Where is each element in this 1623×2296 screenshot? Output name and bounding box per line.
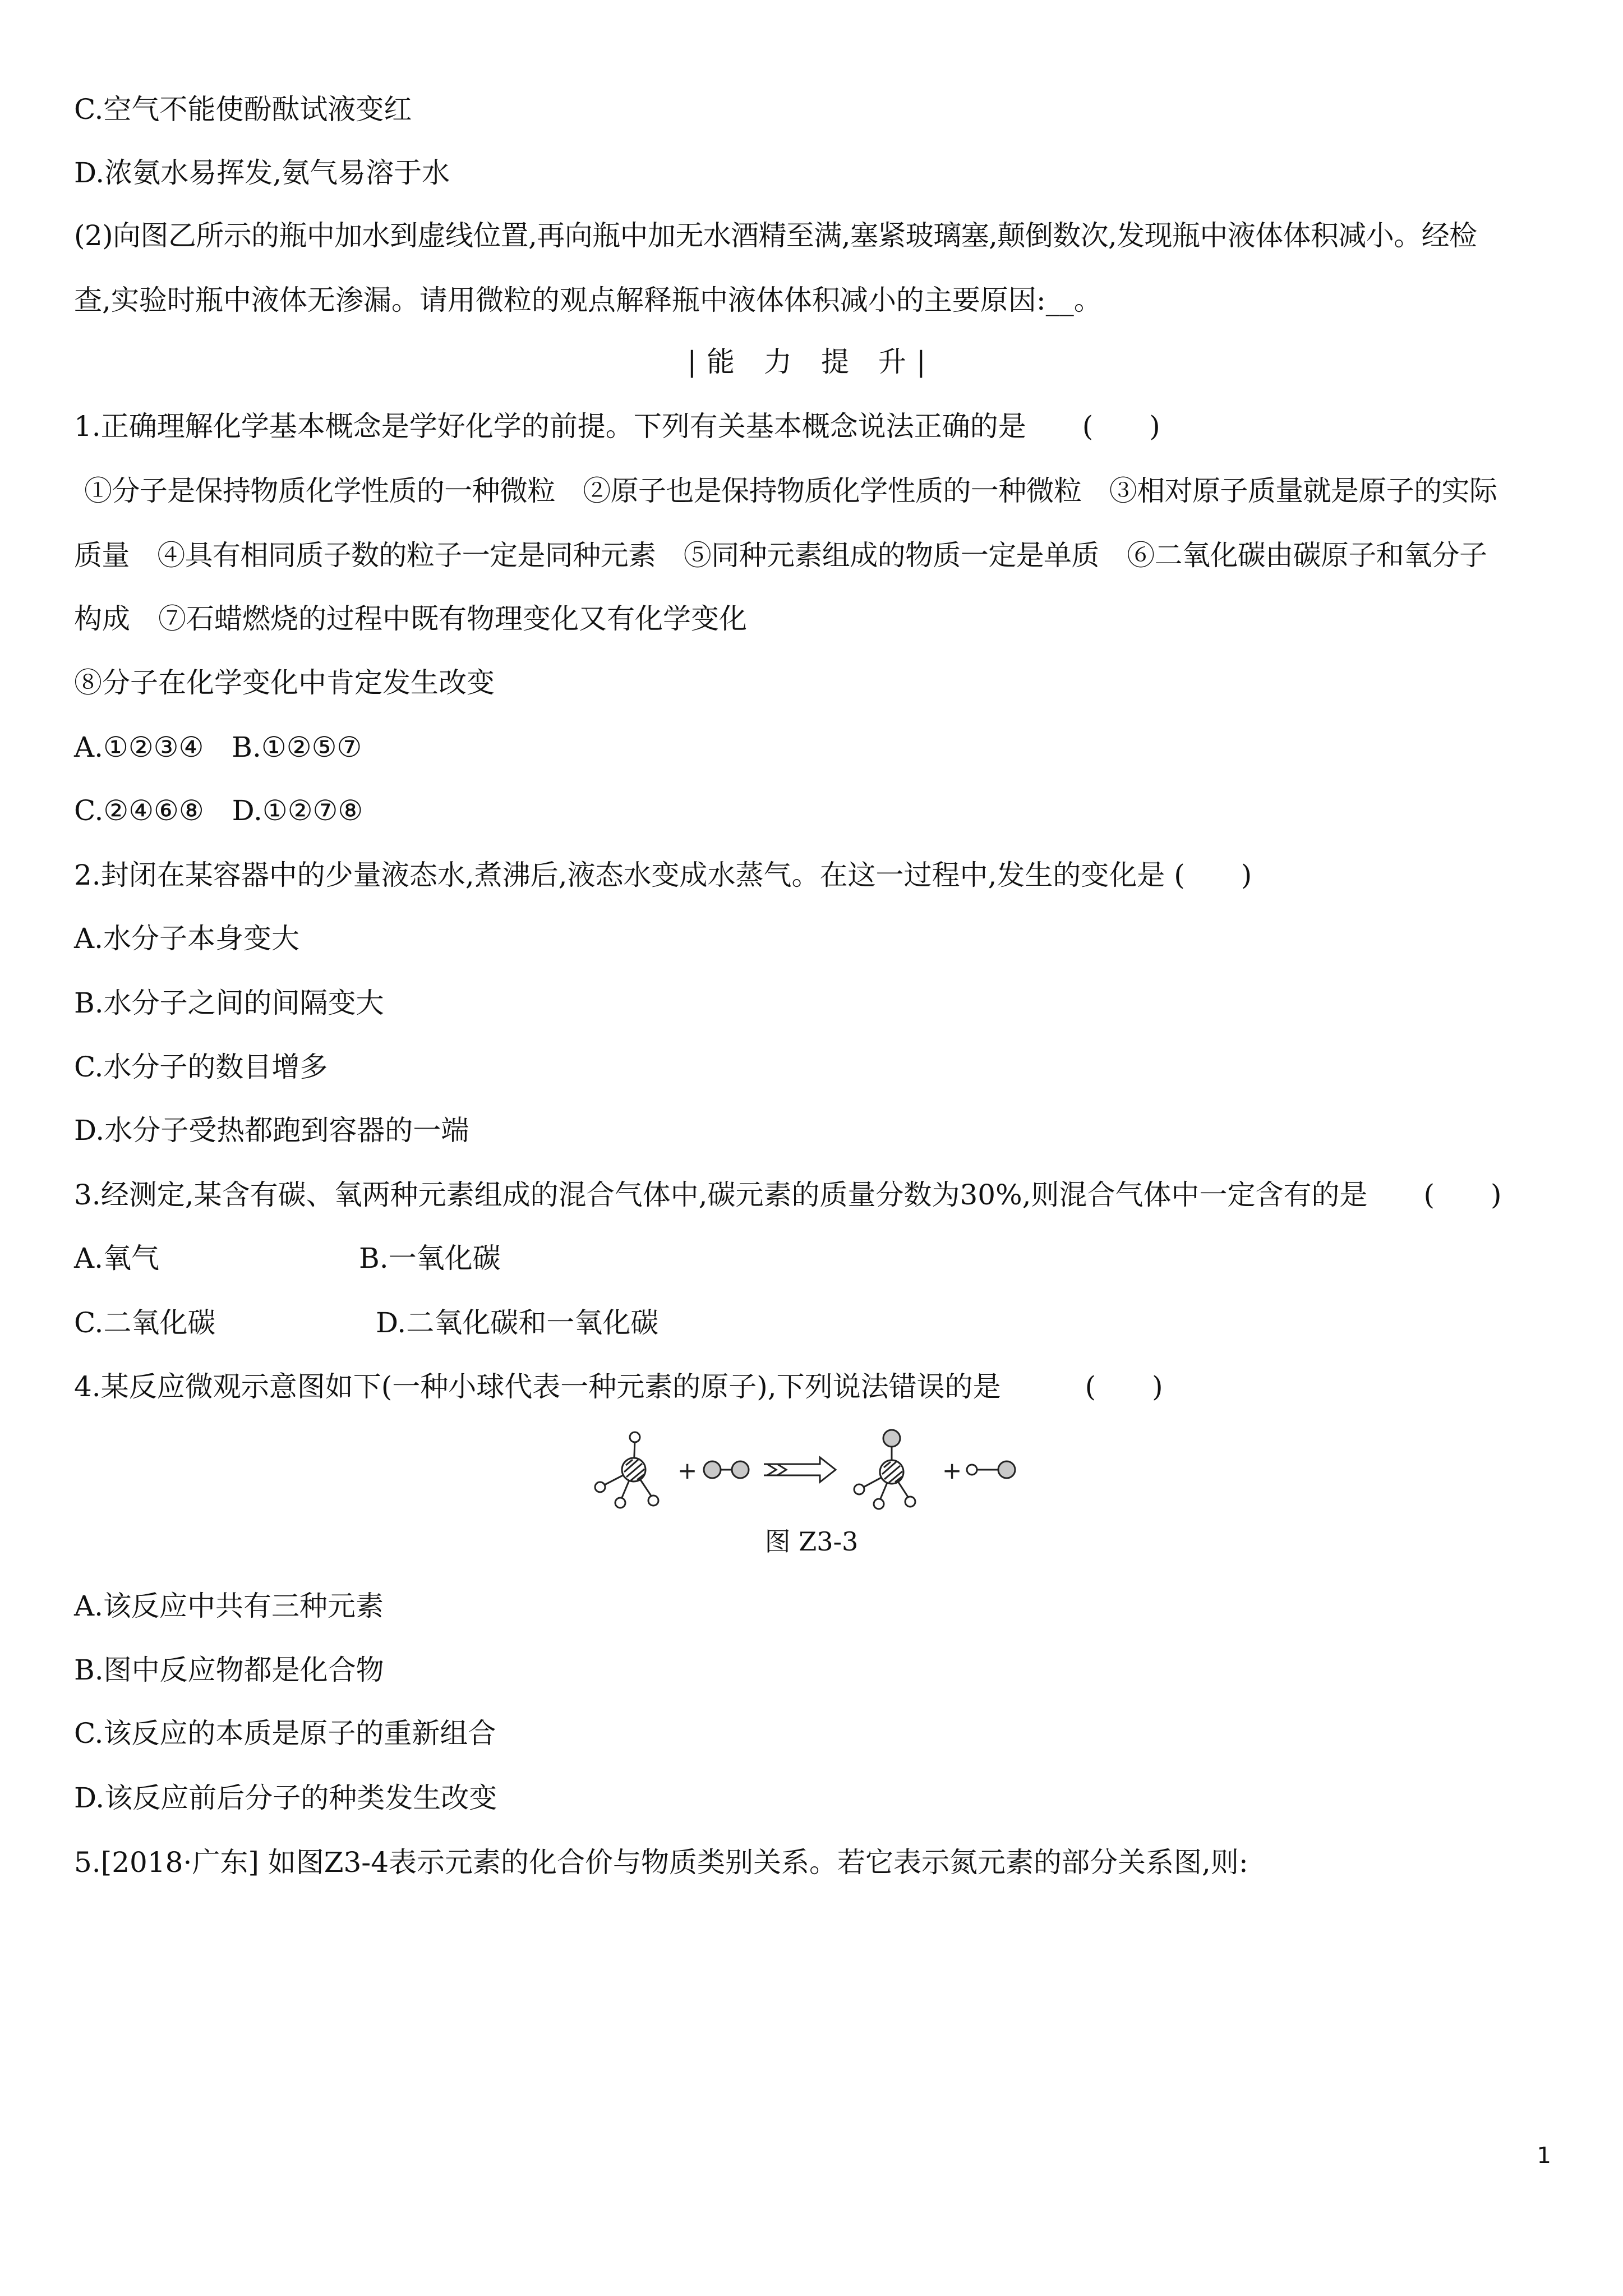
reactant-molecule-2 bbox=[704, 1461, 749, 1478]
figure-caption: 图 Z3-3 bbox=[764, 1526, 859, 1557]
small-atom bbox=[648, 1496, 658, 1506]
intro-line-3: (2)向图乙所示的瓶中加水到虚线位置,再向瓶中加无水酒精至满,塞紧玻璃塞,颠倒数次,发现瓶中液体体积减小。经检 bbox=[74, 219, 1477, 252]
small-atom bbox=[854, 1484, 864, 1494]
q3-stem: 3.经测定,某含有碳、氧两种元素组成的混合气体中,碳元素的质量分数为30%,则混合气体中一定含有的是 ( ) bbox=[74, 1179, 1502, 1211]
small-atom bbox=[595, 1482, 605, 1492]
gray-atom bbox=[998, 1461, 1015, 1478]
q4-option-d: D.该反应前后分子的种类发生改变 bbox=[74, 1782, 497, 1814]
intro-line-1: C.空气不能使酚酞试液变红 bbox=[74, 93, 412, 126]
q2-option-b: B.水分子之间的间隔变大 bbox=[74, 987, 384, 1019]
plus-sign-1: + bbox=[677, 1457, 698, 1484]
reaction-diagram bbox=[589, 1425, 1038, 1520]
q3-option-b: B.一氧化碳 bbox=[359, 1242, 501, 1274]
gray-atom bbox=[883, 1430, 900, 1447]
q2-option-a: A.水分子本身变大 bbox=[74, 922, 300, 955]
q3-option-a: A.氧气 bbox=[74, 1242, 160, 1274]
q4-stem: 4.某反应微观示意图如下(一种小球代表一种元素的原子),下列说法错误的是 ( ) bbox=[74, 1370, 1163, 1403]
q1-stem: 1.正确理解化学基本概念是学好化学的前提。下列有关基本概念说法正确的是 ( ) bbox=[74, 410, 1160, 443]
small-atom bbox=[615, 1498, 625, 1508]
plus-sign-2: + bbox=[942, 1457, 962, 1484]
q2-option-d: D.水分子受热都跑到容器的一端 bbox=[74, 1114, 469, 1147]
q1-options-ab: A.①②③④ B.①②⑤⑦ bbox=[74, 731, 362, 763]
q1-items-line-2: 质量 ④具有相同质子数的粒子一定是同种元素 ⑤同种元素组成的物质一定是单质 ⑥二氧化碳由碳原子和氧分子 bbox=[74, 539, 1487, 572]
product-molecule-2 bbox=[967, 1461, 1015, 1478]
q3-option-d: D.二氧化碳和一氧化碳 bbox=[376, 1306, 659, 1339]
section-title: |能 力 提 升| bbox=[687, 346, 936, 378]
gray-atom bbox=[732, 1461, 749, 1478]
q2-option-c: C.水分子的数目增多 bbox=[74, 1051, 328, 1083]
intro-line-2: D.浓氨水易挥发,氨气易溶于水 bbox=[74, 157, 450, 189]
small-atom bbox=[874, 1499, 884, 1509]
q1-options-cd: C.②④⑥⑧ D.①②⑦⑧ bbox=[74, 794, 363, 827]
q4-option-a: A.该反应中共有三种元素 bbox=[74, 1590, 384, 1622]
intro-line-4: 查,实验时瓶中液体无渗漏。请用微粒的观点解释瓶中液体体积减小的主要原因:__。 bbox=[74, 284, 1102, 316]
small-atom bbox=[905, 1497, 915, 1507]
q4-option-c: C.该反应的本质是原子的重新组合 bbox=[74, 1717, 496, 1750]
product-molecule-1 bbox=[854, 1430, 915, 1509]
reactant-molecule-1 bbox=[595, 1432, 658, 1508]
q3-option-c: C.二氧化碳 bbox=[74, 1306, 216, 1339]
q4-option-b: B.图中反应物都是化合物 bbox=[74, 1654, 384, 1686]
page-number: 1 bbox=[1537, 2143, 1551, 2169]
q2-stem: 2.封闭在某容器中的少量液态水,煮沸后,液态水变成水蒸气。在这一过程中,发生的变化是 ( ) bbox=[74, 859, 1252, 891]
q5-stem: 5.[2018·广东] 如图Z3-4表示元素的化合价与物质类别关系。若它表示氮元素的部分关系图,则: bbox=[74, 1846, 1248, 1879]
reaction-arrow-icon bbox=[764, 1457, 836, 1482]
small-atom bbox=[630, 1432, 640, 1442]
small-atom bbox=[967, 1465, 977, 1475]
q1-items-line-1: ①分子是保持物质化学性质的一种微粒 ②原子也是保持物质化学性质的一种微粒 ③相对原子质量就是原子的实际 bbox=[84, 475, 1497, 507]
gray-atom bbox=[704, 1461, 721, 1478]
q1-items-line-3: 构成 ⑦石蜡燃烧的过程中既有物理变化又有化学变化 bbox=[74, 602, 747, 635]
q1-items-line-4: ⑧分子在化学变化中肯定发生改变 bbox=[74, 666, 495, 699]
